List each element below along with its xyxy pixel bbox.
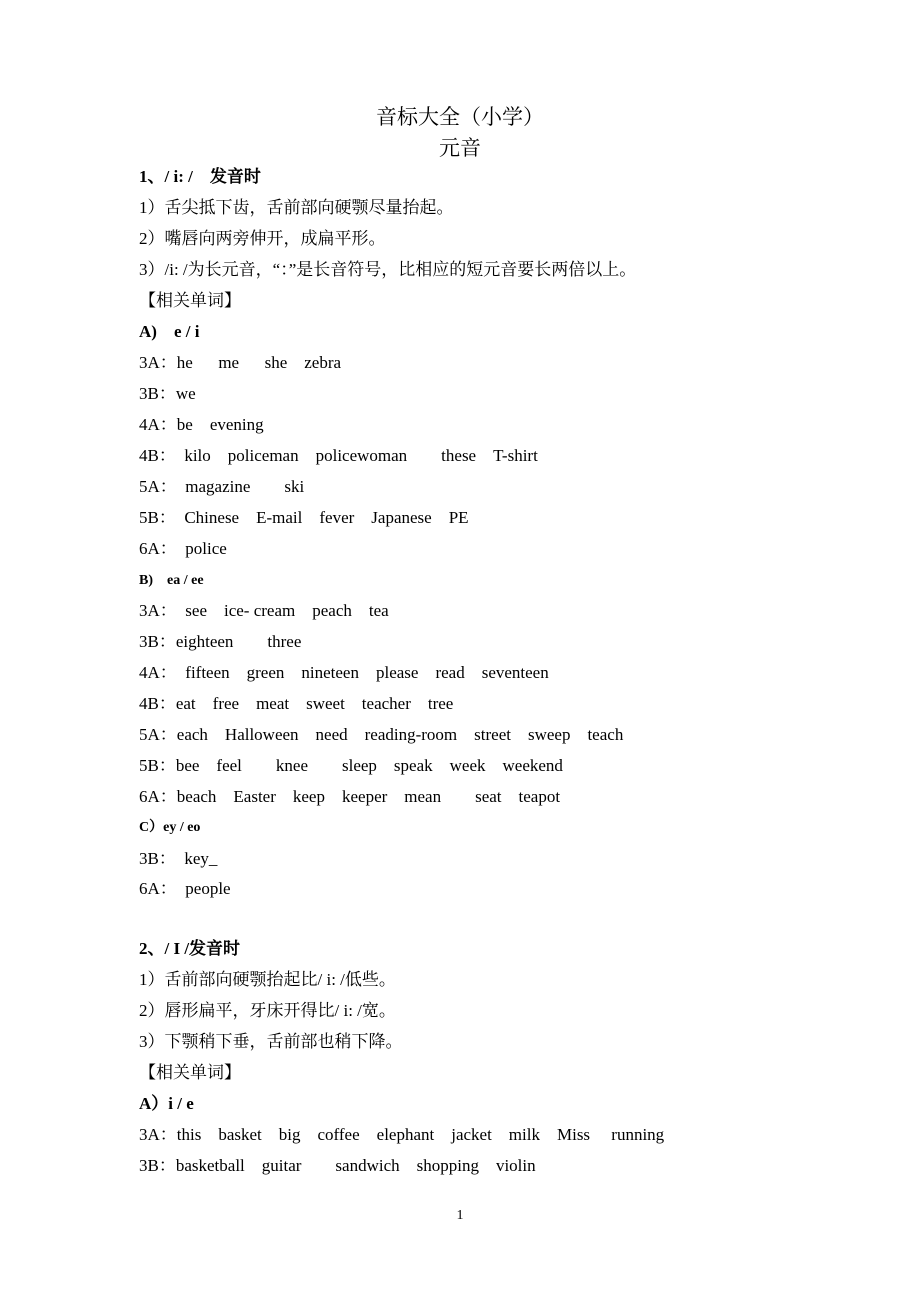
text-line: 【相关单词】 [139, 1063, 241, 1082]
text-line: 2）嘴唇向两旁伸开，成扁平形。 [139, 229, 386, 248]
text-line: 3B：basketball guitar sandwich shopping violin [139, 1156, 536, 1175]
text-line: 5A：each Halloween need reading-room street sweep teach [139, 725, 624, 744]
text-line: 3A：this basket big coffee elephant jacket milk Miss running [139, 1125, 665, 1144]
text-line: 4A： fifteen green nineteen please read seventeen [139, 663, 549, 682]
text-line: 3A： see ice- cream peach tea [139, 601, 389, 620]
section-heading: A）i / e [139, 1094, 194, 1113]
section-heading: A) e / i [139, 322, 200, 341]
text-line: 1）舌尖抵下齿，舌前部向硬颚尽量抬起。 [139, 198, 454, 217]
text-line: 6A： people [139, 879, 231, 898]
text-line: 3）/i: /为长元音，“：”是长音符号，比相应的短元音要长两倍以上。 [139, 260, 637, 279]
text-line: 4B：eat free meat sweet teacher tree [139, 694, 454, 713]
document-title: 音标大全（小学） [376, 105, 544, 129]
text-line: 1）舌前部向硬颚抬起比/ i: /低些。 [139, 970, 396, 989]
text-line: 3B：eighteen three [139, 632, 302, 651]
text-line: 5B：bee feel knee sleep speak week weekend [139, 756, 563, 775]
section-heading: C）ey / eo [139, 820, 201, 835]
text-line: 3B：we [139, 384, 196, 403]
text-line: 2）唇形扁平，牙床开得比/ i: /宽。 [139, 1001, 396, 1020]
text-line: 4A：be evening [139, 415, 264, 434]
section-heading: 1、/ i: / 发音时 [139, 167, 261, 186]
text-line: 5B： Chinese E-mail fever Japanese PE [139, 508, 469, 527]
section-heading: 2、/ I /发音时 [139, 939, 241, 958]
text-line: 4B： kilo policeman policewoman these T-shirt [139, 446, 538, 465]
text-line: 3）下颚稍下垂，舌前部也稍下降。 [139, 1032, 403, 1051]
text-line: 3A：he me she zebra [139, 353, 342, 372]
text-line: 5A： magazine ski [139, 477, 305, 496]
text-line: 6A：beach Easter keep keeper mean seat teapot [139, 787, 561, 806]
section-heading: B) ea / ee [139, 573, 204, 588]
text-line: 3B： key_ [139, 849, 218, 868]
text-line: 【相关单词】 [139, 291, 241, 310]
page-number: 1 [456, 1208, 464, 1223]
document-subtitle: 元音 [439, 136, 481, 160]
text-line: 6A： police [139, 539, 227, 558]
